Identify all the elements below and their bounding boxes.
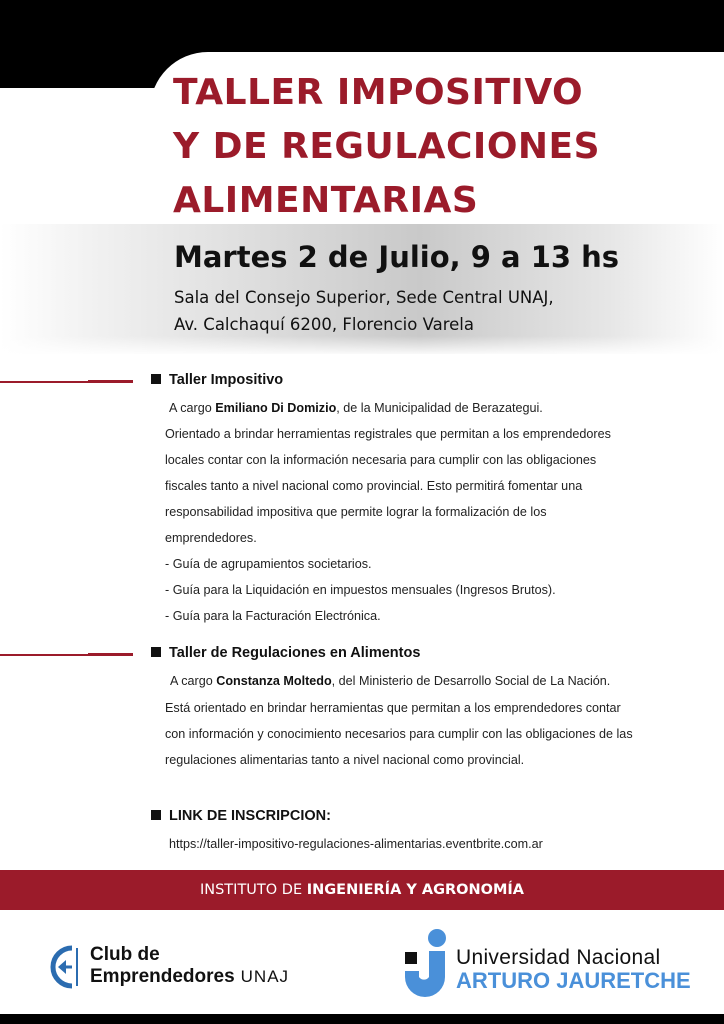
section-1-line: responsabilidad impositiva que permite lograr la formalización de los (165, 505, 547, 519)
page-title (173, 66, 600, 228)
section-1-bullet: - Guía para la Liquidación en impuestos mensuales (Ingresos Brutos). (165, 583, 556, 597)
unaj-line-1: Universidad Nacional (456, 946, 661, 969)
title-line-3: ALIMENTARIAS (173, 180, 479, 221)
club-line-1: Club de (90, 944, 160, 965)
section-3-heading-text: LINK DE INSCRIPCION: (169, 808, 331, 824)
section-1-heading (151, 372, 283, 388)
section-2-line: Está orientado en brindar herramientas que permitan a los emprendedores contar (165, 701, 621, 715)
section-1-rule-thick (88, 380, 133, 383)
bullet-square-icon (151, 810, 161, 820)
institute-name: INGENIERÍA Y AGRONOMÍA (306, 882, 525, 898)
title-line-2: Y DE REGULACIONES (173, 126, 601, 167)
unaj-line-2: ARTURO JAURETCHE (456, 968, 691, 993)
section-3-heading (151, 808, 331, 824)
section-1-line: emprendedores. (165, 531, 257, 545)
club-suffix: UNAJ (240, 967, 290, 986)
section-2-rule-thin (0, 654, 88, 656)
section-2-line: regulaciones alimentarias tanto a nivel nacional como provincial. (165, 753, 525, 767)
venue-line-1: Sala del Consejo Superior, Sede Central UNAJ, (174, 288, 554, 307)
section-2-speaker: Constanza Moltedo (216, 674, 332, 688)
section-1-line: locales contar con la información necesaria para cumplir con las obligaciones (165, 453, 597, 467)
title-line-1: TALLER IMPOSITIVO (173, 72, 584, 113)
section-1-line: fiscales tanto a nivel nacional como provincial. Esto permitirá fomentar una (165, 479, 583, 493)
section-2-line: con información y conocimiento necesarios para cumplir con las obligaciones de las (165, 727, 633, 741)
registration-link[interactable]: https://taller-impositivo-regulaciones-alimentarias.eventbrite.com.ar (169, 837, 543, 851)
section-1-speaker: Emiliano Di Domizio (215, 401, 337, 415)
institute-bar: INSTITUTO DE INGENIERÍA Y AGRONOMÍA (0, 870, 724, 910)
section-1-heading-text: Taller Impositivo (169, 372, 284, 388)
event-date: Martes 2 de Julio, 9 a 13 hs (174, 240, 620, 274)
bullet-square-icon (151, 647, 161, 657)
event-venue (174, 284, 554, 338)
section-2-intro: A cargo Constanza Moltedo, del Ministerio de Desarrollo Social de La Nación. (170, 674, 611, 688)
section-1-rule-thin (0, 381, 88, 383)
section-2-heading-text: Taller de Regulaciones en Alimentos (169, 645, 421, 661)
bullet-square-icon (151, 374, 161, 384)
club-line-2: Emprendedores UNAJ (90, 966, 290, 987)
club-emprendedores-logo-icon (42, 944, 80, 990)
venue-line-2: Av. Calchaquí 6200, Florencio Varela (174, 315, 474, 334)
section-1-line: Orientado a brindar herramientas registrales que permitan a los emprendedores (165, 427, 611, 441)
footer-black-band (0, 1014, 724, 1024)
club-emprendedores-name (90, 944, 289, 988)
section-1-intro: A cargo Emiliano Di Domizio, de la Municipalidad de Berazategui. (169, 401, 543, 415)
unaj-logo-icon (402, 927, 452, 999)
section-1-bullet: - Guía para la Facturación Electrónica. (165, 609, 381, 623)
section-2-heading (151, 645, 420, 661)
section-2-rule-thick (88, 653, 133, 656)
unaj-name (456, 946, 691, 994)
section-1-bullet: - Guía de agrupamientos societarios. (165, 557, 372, 571)
